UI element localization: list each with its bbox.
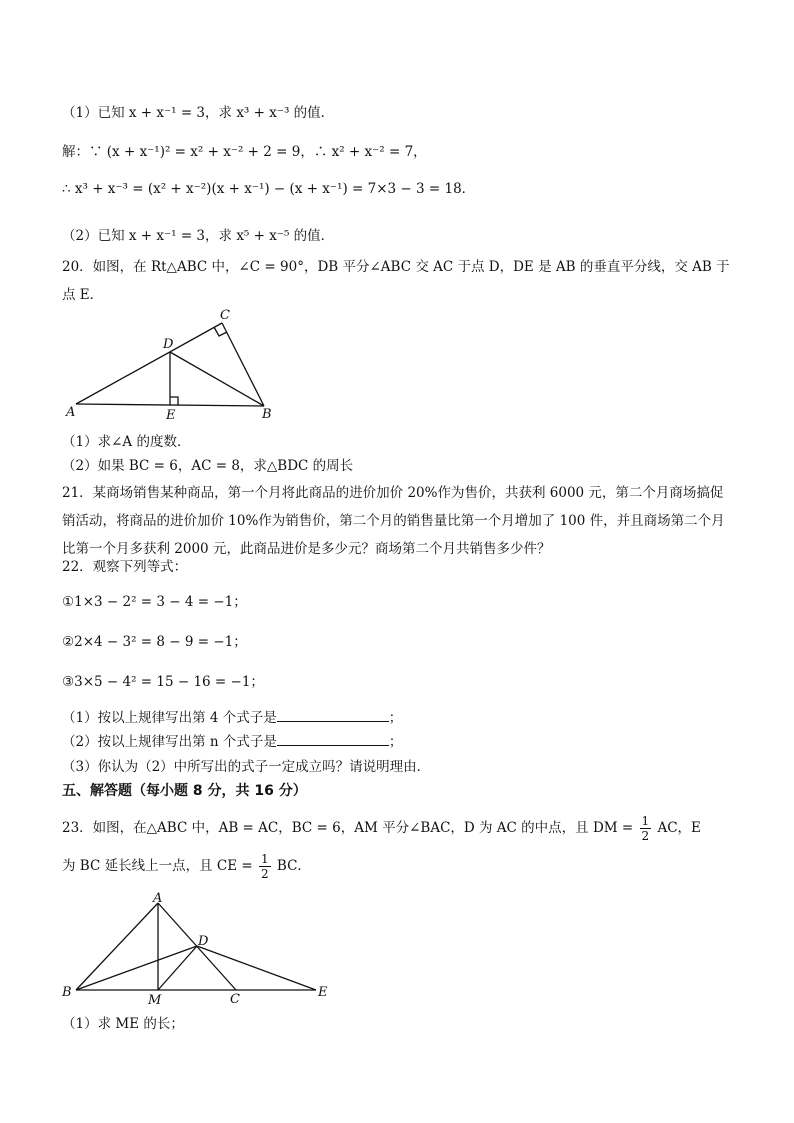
label-C: C [230,992,240,1007]
q20-part2: （2）如果 BC = 6，AC = 8，求△BDC 的周长 [62,458,354,474]
label-A: A [153,891,163,906]
label-E: E [318,985,328,1000]
q19-solution-line1: 解：∵ (x + x⁻¹)² = x² + x⁻² + 2 = 9，∴ x² + x⁻² = 7， [62,144,427,160]
segment-BD [76,946,197,990]
label-M: M [148,993,162,1008]
segment-DE [197,946,316,990]
q22-part1-text: （1）按以上规律写出第 4 个式子是 [62,710,277,726]
q22-part2-text: （2）按以上规律写出第 n 个式子是 [62,734,277,750]
label-E: E [166,408,176,422]
q21-stem: 21．某商场销售某种商品，第一个月将此商品的进价加价 20%作为售价，共获利 6000 元，第二个月商场搞促销活动，将商品的进价加价 10%作为销售价，第二个月的销售量比第一个月增加了 100 件，并且商场第二个月比第一个月多获利 2000 元，此商品进价是多少元？商场第二个月共销售多少件？ [62,485,725,557]
label-B: B [62,985,72,1000]
q19-part2: （2）已知 x + x⁻¹ = 3，求 x⁵ + x⁻⁵ 的值． [62,228,335,244]
q22-equation-3: ③3×5 − 4² = 15 − 16 = −1； [62,674,264,690]
right-angle-E [170,397,178,405]
q22-part3: （3）你认为（2）中所写出的式子一定成立吗？请说明理由． [62,759,431,775]
fraction-one-half: $\frac{1}{2}$ [641,814,650,843]
q23-stem-d: BC． [276,858,311,874]
q22-equation-1: ①1×3 − 2² = 3 − 4 = −1； [62,594,247,610]
q23-stem-line1 [62,814,701,843]
label-C: C [220,308,230,323]
q23-part1: （1）求 ME 的长； [62,1016,184,1032]
q20-part1: （1）求∠A 的度数． [62,434,191,450]
q19-part1: （1）已知 x + x⁻¹ = 3，求 x³ + x⁻³ 的值． [62,105,335,121]
q23-stem-b: AC，E [657,820,701,836]
semicolon: ； [388,734,403,750]
q23-stem-line2 [62,852,311,881]
answer-blank-1[interactable] [277,709,389,722]
q23-triangle-figure [58,888,348,1010]
fraction-one-half-2: $\frac{1}{2}$ [260,852,269,881]
q22-part1 [62,709,402,727]
q20-stem: 20．如图，在 Rt△ABC 中，∠C = 90°，DB 平分∠ABC 交 AC 于点 D，DE 是 AB 的垂直平分线，交 AB 于点 E． [62,259,730,303]
q22-stem: 22．观察下列等式： [62,559,188,575]
label-D: D [163,337,174,352]
semicolon: ； [388,710,403,726]
q23-stem-c: 为 BC 延长线上一点，且 CE = [62,858,253,874]
q19-solution-line2: ∴ x³ + x⁻³ = (x² + x⁻²)(x + x⁻¹) − (x + x⁻¹) = 7×3 − 3 = 18． [62,181,476,197]
answer-blank-2[interactable] [277,733,389,746]
label-D: D [198,934,209,949]
q22-part2 [62,733,402,751]
q22-equation-2: ②2×4 − 3² = 8 − 9 = −1； [62,634,247,650]
label-A: A [66,405,76,420]
q23-stem-a: 23．如图，在△ABC 中，AB = AC，BC = 6，AM 平分∠BAC，D 为 AC 的中点，且 DM = [62,820,634,836]
segment-AC [76,323,222,404]
segment-AB [76,903,158,990]
label-B: B [262,407,272,422]
section-5-heading: 五、解答题（每小题 8 分，共 16 分） [62,783,307,799]
q20-triangle-figure [62,306,292,422]
